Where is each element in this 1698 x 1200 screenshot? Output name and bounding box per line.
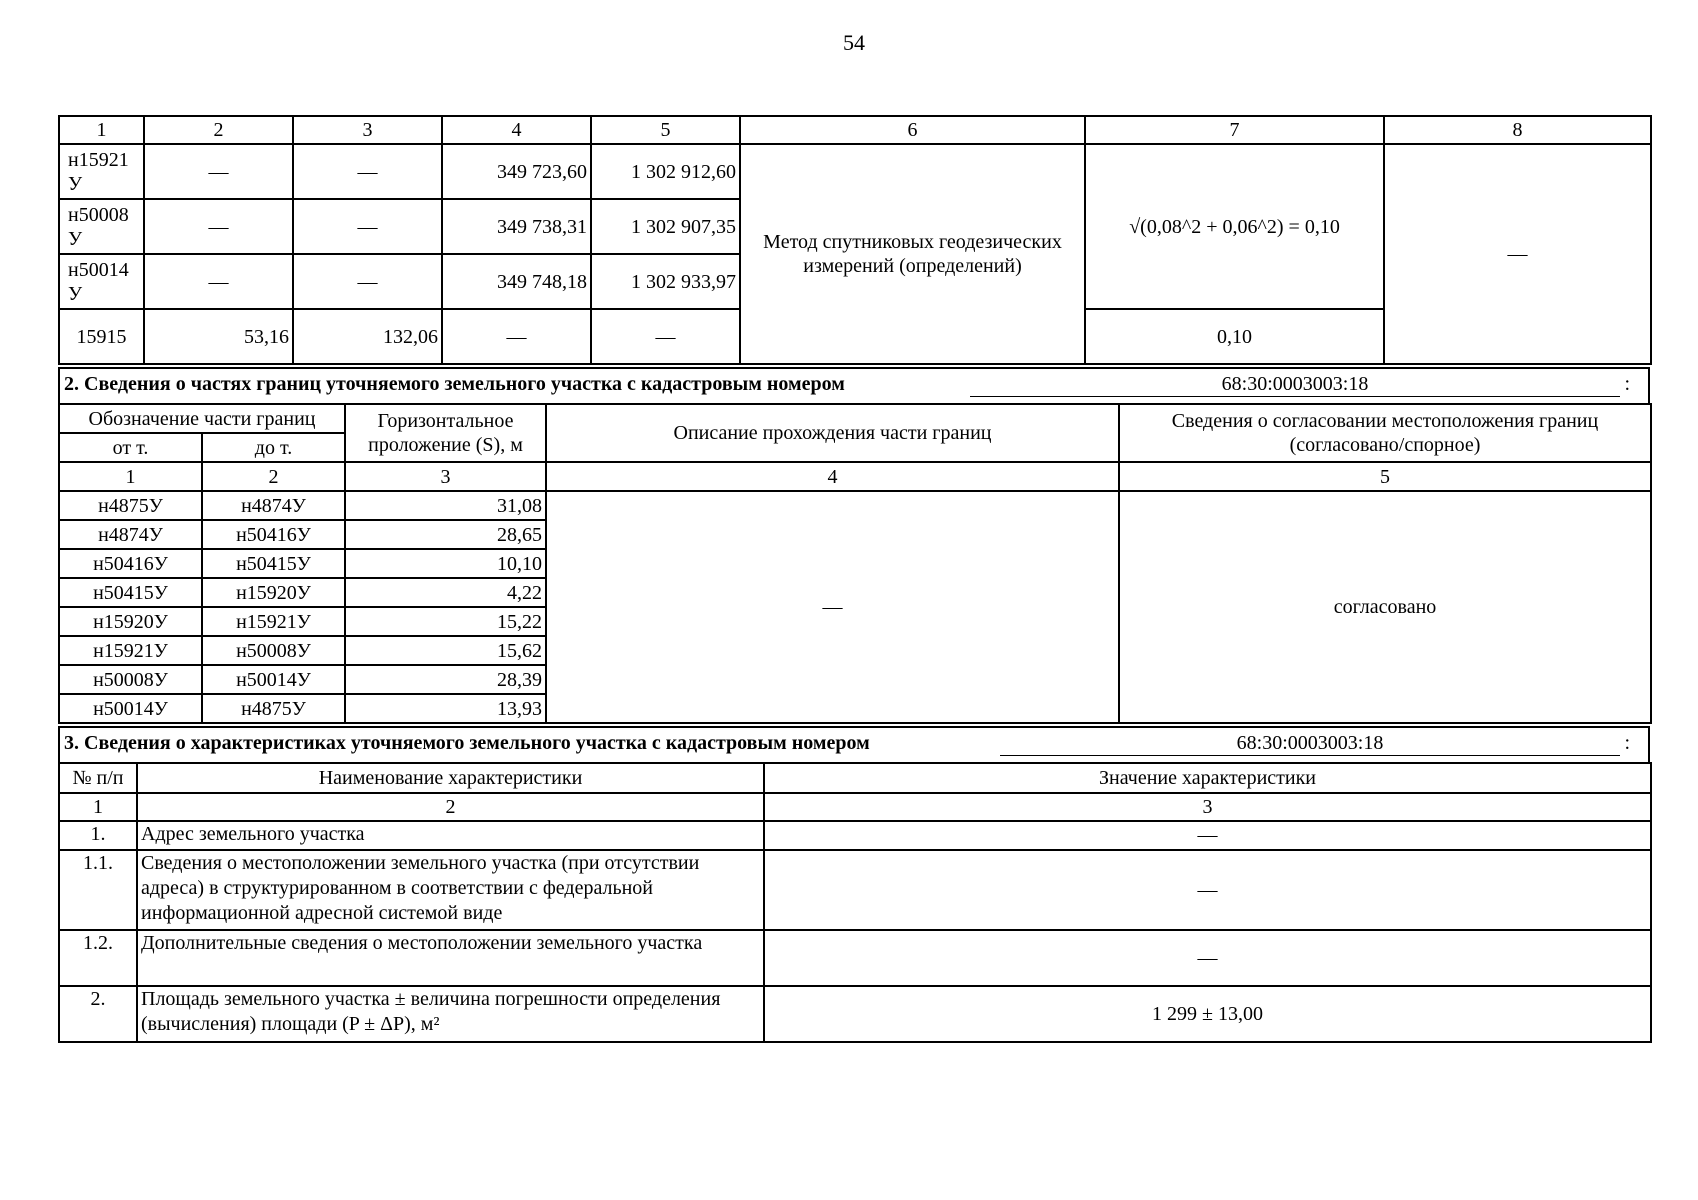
to-point: н15920У xyxy=(202,578,345,607)
x-coordinate: 349 738,31 xyxy=(442,199,591,254)
header-cell: Сведения о согласовании местоположения границ (согласовано/спорное) xyxy=(1119,404,1651,462)
characteristic-value: 1 299 ± 13,00 xyxy=(764,986,1651,1042)
table-row xyxy=(59,986,1651,1042)
from-point: н4874У xyxy=(59,520,202,549)
table-row xyxy=(59,821,1651,850)
characteristic-value: — xyxy=(764,850,1651,930)
method-cell xyxy=(740,144,1085,364)
length-value: 15,22 xyxy=(345,607,546,636)
from-point: н15920У xyxy=(59,607,202,636)
y-coordinate: 1 302 933,97 xyxy=(591,254,740,309)
cell: — xyxy=(293,144,442,199)
cell: — xyxy=(144,199,293,254)
header-cell: № п/п xyxy=(59,763,137,793)
length-value: 31,08 xyxy=(345,491,546,520)
to-point: н4875У xyxy=(202,694,345,723)
y-coordinate: 1 302 912,60 xyxy=(591,144,740,199)
point-name: н50008 У xyxy=(59,199,144,254)
length-value: 4,22 xyxy=(345,578,546,607)
header-cell: 5 xyxy=(591,116,740,144)
row-number: 2. xyxy=(59,986,137,1042)
header-cell: 2 xyxy=(202,462,345,491)
y-coordinate: — xyxy=(591,309,740,364)
section-title: 2. Сведения о частях границ уточняемого земельного участка с кадастровым номером xyxy=(64,373,845,395)
cadastral-number: 68:30:0003003:18 xyxy=(970,373,1620,397)
column8-cell: — xyxy=(1384,144,1651,364)
from-point: н50415У xyxy=(59,578,202,607)
header-cell: 5 xyxy=(1119,462,1651,491)
header-cell: 4 xyxy=(442,116,591,144)
from-point: н50014У xyxy=(59,694,202,723)
table-header-row xyxy=(59,462,1651,491)
row-number: 1. xyxy=(59,821,137,850)
table-header-row xyxy=(59,793,1651,821)
table-header-row xyxy=(59,116,1651,144)
y-coordinate: 1 302 907,35 xyxy=(591,199,740,254)
table-row xyxy=(59,930,1651,986)
header-cell: 3 xyxy=(764,793,1651,821)
point-name: 15915 xyxy=(59,309,144,364)
header-cell: 2 xyxy=(144,116,293,144)
to-point: н50008У xyxy=(202,636,345,665)
table-row xyxy=(59,491,1651,520)
method-text: Метод спутниковых геодезических измерений (определений) xyxy=(763,231,1062,277)
header-cell: 1 xyxy=(59,462,202,491)
header-cell: до т. xyxy=(202,433,345,462)
header-cell: 1 xyxy=(59,793,137,821)
cell: 53,16 xyxy=(144,309,293,364)
cell: 132,06 xyxy=(293,309,442,364)
cadastral-number: 68:30:0003003:18 xyxy=(1000,732,1620,756)
cell: — xyxy=(144,144,293,199)
row-number: 1.2. xyxy=(59,930,137,986)
characteristic-name: Площадь земельного участка ± величина погрешности определения (вычисления) площади (P ± ΔP), м² xyxy=(137,986,764,1042)
colon: : xyxy=(1624,732,1630,754)
header-cell: 3 xyxy=(345,462,546,491)
from-point: н50008У xyxy=(59,665,202,694)
header-cell: Описание прохождения части границ xyxy=(546,404,1119,462)
header-cell: 8 xyxy=(1384,116,1651,144)
header-cell: 1 xyxy=(59,116,144,144)
characteristic-name: Дополнительные сведения о местоположении земельного участка xyxy=(137,930,764,986)
to-point: н50416У xyxy=(202,520,345,549)
header-cell: от т. xyxy=(59,433,202,462)
coordinates-table xyxy=(58,115,1652,365)
header-cell: 4 xyxy=(546,462,1119,491)
header-cell: Обозначение части границ xyxy=(59,404,345,433)
cell: — xyxy=(293,254,442,309)
length-value: 28,65 xyxy=(345,520,546,549)
header-cell: Горизонтальное проложение (S), м xyxy=(345,404,546,462)
cell: — xyxy=(144,254,293,309)
from-point: н15921У xyxy=(59,636,202,665)
header-cell: Значение характеристики xyxy=(764,763,1651,793)
length-value: 13,93 xyxy=(345,694,546,723)
table-header-row xyxy=(59,763,1651,793)
cell: — xyxy=(293,199,442,254)
x-coordinate: 349 723,60 xyxy=(442,144,591,199)
accuracy-formula: √(0,08^2 + 0,06^2) = 0,10 xyxy=(1085,144,1384,309)
characteristic-name: Сведения о местоположении земельного участка (при отсутствии адреса) в структурированном в соответствии с федеральной информационной адресной системой виде xyxy=(137,850,764,930)
accuracy-value: 0,10 xyxy=(1085,309,1384,364)
section-2-heading xyxy=(58,367,1650,405)
to-point: н50415У xyxy=(202,549,345,578)
to-point: н50014У xyxy=(202,665,345,694)
page-number: 54 xyxy=(843,30,865,55)
point-name: н50014 У xyxy=(59,254,144,309)
characteristic-value: — xyxy=(764,821,1651,850)
header-cell: 6 xyxy=(740,116,1085,144)
description-cell: — xyxy=(546,491,1119,723)
header-cell: 2 xyxy=(137,793,764,821)
colon: : xyxy=(1624,373,1630,395)
boundary-parts-table xyxy=(58,403,1652,724)
section-title: 3. Сведения о характеристиках уточняемого земельного участка с кадастровым номером xyxy=(64,732,870,754)
table-header-row xyxy=(59,404,1651,433)
section-3-heading xyxy=(58,726,1650,764)
length-value: 28,39 xyxy=(345,665,546,694)
header-cell: 3 xyxy=(293,116,442,144)
row-number: 1.1. xyxy=(59,850,137,930)
header-cell: 7 xyxy=(1085,116,1384,144)
table-row xyxy=(59,144,1651,199)
characteristic-name: Адрес земельного участка xyxy=(137,821,764,850)
point-name: н15921 У xyxy=(59,144,144,199)
length-value: 10,10 xyxy=(345,549,546,578)
length-value: 15,62 xyxy=(345,636,546,665)
to-point: н4874У xyxy=(202,491,345,520)
from-point: н4875У xyxy=(59,491,202,520)
header-cell: Наименование характеристики xyxy=(137,763,764,793)
table-row xyxy=(59,850,1651,930)
characteristic-value: — xyxy=(764,930,1651,986)
x-coordinate: 349 748,18 xyxy=(442,254,591,309)
agreement-cell: согласовано xyxy=(1119,491,1651,723)
to-point: н15921У xyxy=(202,607,345,636)
characteristics-table xyxy=(58,762,1652,1043)
x-coordinate: — xyxy=(442,309,591,364)
from-point: н50416У xyxy=(59,549,202,578)
